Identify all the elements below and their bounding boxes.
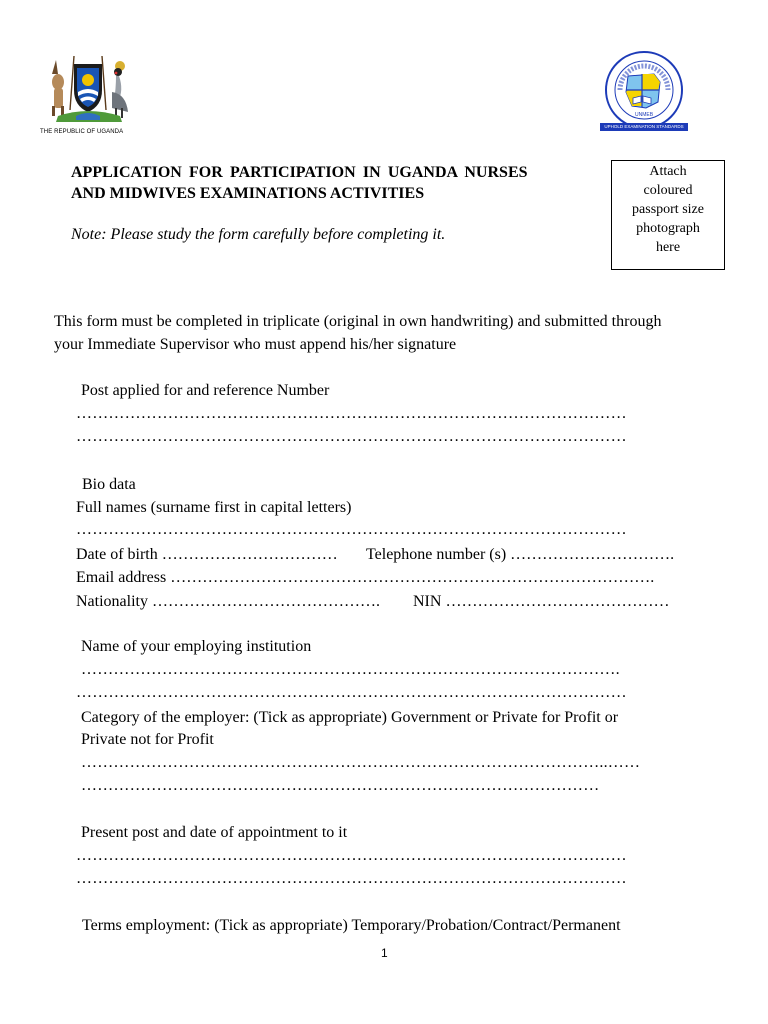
coat-of-arms-caption: THE REPUBLIC OF UGANDA bbox=[40, 129, 124, 135]
employer-category-label-line1: Category of the employer: (Tick as appropriate) Government or Private for Profit or bbox=[81, 709, 619, 726]
unmeb-emblem-icon bbox=[598, 50, 690, 130]
employer-category-field-line2[interactable]: …………………………………………………………………………………… bbox=[81, 777, 600, 794]
terms-employment-label: Terms employment: (Tick as appropriate) Temporary/Probation/Contract/Permanent bbox=[82, 917, 621, 934]
unmeb-logo bbox=[598, 50, 690, 138]
post-applied-field-line1[interactable]: ………………………………………………………………………………………… bbox=[76, 405, 627, 422]
unmeb-abbrev: UNMEB bbox=[634, 112, 654, 118]
photo-box-line: here bbox=[655, 240, 681, 255]
coat-of-arms-icon bbox=[40, 52, 136, 128]
photo-box-line: coloured bbox=[643, 183, 693, 198]
bio-data-heading: Bio data bbox=[82, 476, 136, 493]
present-post-field-line2[interactable]: ………………………………………………………………………………………… bbox=[76, 870, 627, 887]
telephone-field[interactable]: Telephone number (s) …………………………. bbox=[366, 546, 675, 563]
form-title-line2: AND MIDWIVES EXAMINATIONS ACTIVITIES bbox=[71, 185, 425, 202]
coat-of-arms-logo bbox=[40, 52, 136, 138]
employing-institution-label: Name of your employing institution bbox=[81, 638, 312, 655]
employing-institution-field-line1[interactable]: ………………………………………………………………………………………. bbox=[81, 661, 620, 678]
present-post-label: Present post and date of appointment to it bbox=[81, 824, 348, 841]
photo-box-line: photograph bbox=[636, 221, 700, 236]
nin-field[interactable]: NIN …………………………………… bbox=[413, 593, 670, 610]
date-of-birth-field[interactable]: Date of birth …………………………… bbox=[76, 546, 338, 563]
form-note: Note: Please study the form carefully before completing it. bbox=[71, 226, 446, 243]
post-applied-label: Post applied for and reference Number bbox=[81, 382, 330, 399]
employer-category-field-line1[interactable]: ……………………………………………………………………………………..…… bbox=[81, 754, 641, 771]
instructions-line2: your Immediate Supervisor who must append his/her signature bbox=[54, 336, 457, 353]
photo-box-line: passport size bbox=[632, 202, 704, 217]
page-number: 1 bbox=[381, 946, 388, 960]
full-names-label: Full names (surname first in capital letters) bbox=[76, 499, 352, 516]
present-post-field-line1[interactable]: ………………………………………………………………………………………… bbox=[76, 847, 627, 864]
photo-box-line: Attach bbox=[649, 164, 687, 179]
passport-photo-box[interactable] bbox=[611, 160, 725, 270]
email-field[interactable]: Email address ………………………………………………………………………………. bbox=[76, 569, 655, 586]
employing-institution-field-line2[interactable]: ………………………………………………………………………………………… bbox=[76, 684, 627, 701]
nationality-field[interactable]: Nationality ……………………………………. bbox=[76, 593, 380, 610]
unmeb-motto-banner: UPHOLD EXAMINATION STANDARDS bbox=[600, 123, 688, 131]
instructions-line1: This form must be completed in triplicate (original in own handwriting) and submitted through bbox=[54, 313, 662, 330]
post-applied-field-line2[interactable]: ………………………………………………………………………………………… bbox=[76, 428, 627, 445]
employer-category-label-line2: Private not for Profit bbox=[81, 731, 214, 748]
full-names-field[interactable]: ………………………………………………………………………………………… bbox=[76, 521, 627, 538]
form-title-line1: APPLICATION FOR PARTICIPATION IN UGANDA NURSES bbox=[71, 164, 528, 181]
